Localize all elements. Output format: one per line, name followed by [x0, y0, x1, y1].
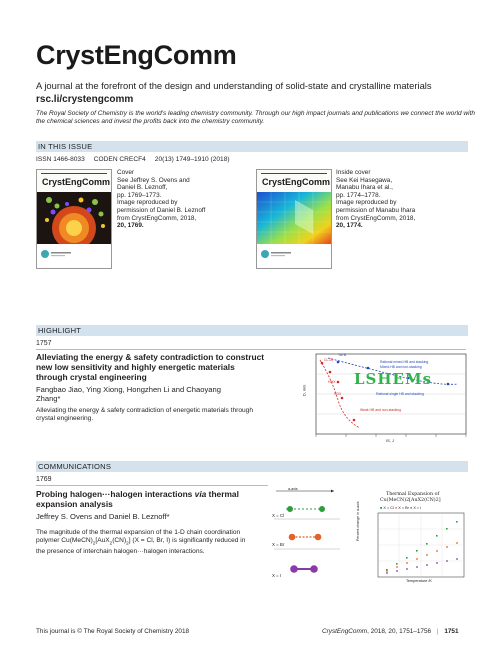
- legend-item: X = Cl: [383, 506, 394, 510]
- plot-legend: ■ X = Cl ● X = Br ● X = I: [380, 506, 422, 510]
- fig-label-tatb: TATB: [338, 353, 347, 357]
- journal-title: CrystEngComm: [36, 40, 237, 70]
- plot-ylabel: Percent change in a-axis: [356, 501, 360, 541]
- communications-abstract: The magnitude of the thermal expansion of the 1-D chain coordination polymer $Cu(MeCN)_2[AuX_2(CN)_2] (X = Cl$, Br, I) is significantly reduced in the presence of interchain halogen···halogen interactions.: [36, 529, 246, 555]
- fig-label: Rational mixed-HB and stacking: [380, 360, 429, 364]
- journal-url[interactable]: rsc.li/crystengcomm: [36, 94, 134, 105]
- title-part: Probing halogen···halogen interactions: [36, 489, 195, 499]
- cover-line: pp. 1769–1773.: [117, 191, 162, 199]
- axis-label: a-axis: [288, 487, 298, 491]
- fig-ylabel: D, m/s: [301, 384, 307, 397]
- row-label-cl: X = Cl: [272, 513, 285, 518]
- cover-caption: [117, 169, 205, 230]
- highlight-page-number: 1757: [36, 340, 52, 347]
- fig-label: Rational single HB and stacking: [376, 392, 424, 396]
- lshems-label: LSHEMs: [354, 370, 433, 388]
- cover-label: Cover: [117, 169, 135, 176]
- inside-cover-label: Inside cover: [336, 169, 371, 176]
- section-heading: COMMUNICATIONS: [38, 462, 112, 471]
- highlight-title[interactable]: Alleviating the energy & safety contradiction to construct new low sensitivity and highly energetic materials through crystal engineering: [36, 352, 265, 383]
- abstract-part: ] (X = Cl, Br, I) is significantly reduced in the presence of interchain halogen···halogen interactions.: [36, 537, 246, 555]
- inside-cover-line: See Kei Hasegawa,: [336, 176, 393, 184]
- cover-line: Image reproduced by: [117, 199, 178, 207]
- inside-cover-image[interactable]: [256, 169, 332, 269]
- cover-image[interactable]: [36, 169, 112, 269]
- plot-title-line2: Cu(MeCN)2[AuX2(CN)2]: [380, 498, 441, 503]
- section-heading: HIGHLIGHT: [38, 326, 82, 335]
- fig-label-hmx: HMX: [328, 380, 336, 384]
- inside-cover-mini-title: CrystEngComm: [262, 177, 331, 187]
- highlight-abstract: Alleviating the energy & safety contradiction of energetic materials through crystal engineering.: [36, 407, 253, 423]
- highlight-figure: [298, 350, 470, 445]
- rsc-blurb: The Royal Society of Chemistry is the world's leading chemistry community. Through our high impact journals and publications we connect the world with the chemical sciences and invest the profits back into the chemistry community.: [36, 110, 475, 126]
- inside-cover-line: from CrystEngComm, 2018,: [336, 214, 416, 222]
- row-label-br: X = Br: [272, 542, 285, 547]
- cover-line: permission of Daniel B. Leznoff: [117, 206, 206, 214]
- section-bar-highlight: [36, 325, 468, 336]
- inside-cover-line: 20, 1774.: [336, 222, 363, 230]
- communications-page-number: 1769: [36, 476, 52, 483]
- fig-label-cl20: CL-20: [324, 358, 334, 362]
- footer-citation: , 2018, 20, 1751–1756: [367, 628, 432, 635]
- legend-item: X = I: [413, 506, 422, 510]
- row-label-i: X = I: [272, 573, 282, 578]
- highlight-authors: Fangbao Jiao, Ying Xiong, Hongzhen Li and Chaoyang Zhang*: [36, 385, 221, 404]
- fig-label-rdx: RDX: [334, 392, 342, 396]
- communications-figure: [268, 485, 470, 587]
- fig-label: Weak HB and non-stacking: [360, 408, 402, 412]
- abstract-part: (CN): [112, 537, 127, 545]
- footer-right: CrystEngComm, 2018, 20, 1751–1756 | 1751: [322, 628, 459, 635]
- cover-line: Daniel B. Leznoff,: [117, 184, 168, 192]
- volume-pages: 20(13) 1749–1910 (2018): [154, 156, 230, 163]
- issn-line: [36, 156, 239, 163]
- footer-left: This journal is © The Royal Society of Chemistry 2018: [36, 628, 190, 635]
- inside-cover-line: pp. 1774–1778.: [336, 191, 381, 199]
- section-heading: IN THIS ISSUE: [38, 142, 93, 151]
- communications-title[interactable]: [36, 489, 266, 509]
- fig-label: Mixed-HB and non-stacking: [380, 365, 422, 369]
- inside-cover-line: permission of Manabu Ihara: [336, 206, 416, 214]
- inside-cover-line: Image reproduced by: [336, 199, 397, 207]
- cover-line: See Jeffrey S. Ovens and: [117, 176, 190, 184]
- title-part: thermal expansion analysis: [36, 489, 239, 510]
- footer-page-number: 1751: [444, 628, 459, 635]
- cover-line: from CrystEngComm, 2018,: [117, 214, 197, 222]
- inside-cover-line: Manabu Ihara et al.,: [336, 184, 393, 192]
- fig-xlabel: IS, J: [386, 438, 395, 443]
- journal-tagline: A journal at the forefront of the design and understanding of solid-state and crystalline materials: [36, 80, 432, 91]
- section-bar-in-this-issue: [36, 141, 468, 152]
- plot-title-line1: Thermal Expansion of: [386, 492, 440, 497]
- legend-item: X = Br: [398, 506, 409, 510]
- coden: CODEN CRECF4: [93, 156, 146, 163]
- abstract-part: [AuX: [95, 537, 110, 545]
- abstract-part: The magnitude of the thermal expansion of the 1-D chain coordination polymer Cu(MeCN): [36, 529, 241, 545]
- section-bar-communications: [36, 461, 468, 472]
- issn: ISSN 1466-8033: [36, 156, 85, 163]
- cover-line: 20, 1769.: [117, 222, 144, 230]
- communications-authors: Jeffrey S. Ovens and Daniel B. Leznoff*: [36, 512, 170, 521]
- inside-cover-caption: [336, 169, 415, 230]
- title-part-italic: via: [194, 489, 207, 499]
- plot-xlabel: Temperature /K: [406, 579, 432, 583]
- cover-mini-title: CrystEngComm: [42, 177, 111, 187]
- footer-journal: CrystEngComm: [322, 628, 368, 635]
